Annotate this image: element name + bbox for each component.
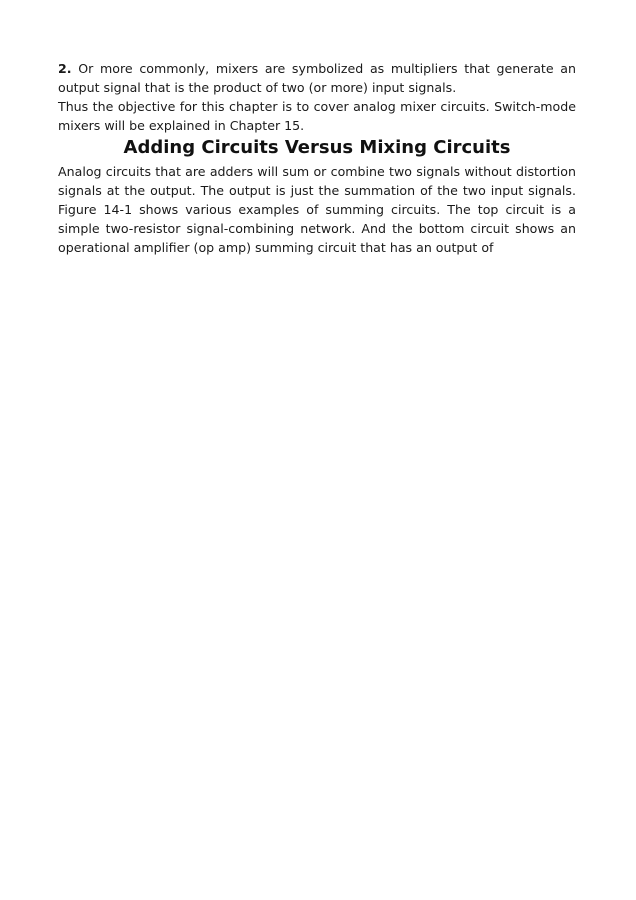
- item-text: Or more commonly, mixers are symbolized as multipliers that generate an output signal that is the product of two (or more) input signals.: [58, 61, 576, 95]
- numbered-paragraph: [58, 59, 576, 97]
- body-paragraph: Analog circuits that are adders will sum or combine two signals without distortion signals at the output. The output is just the summation of the two input signals. Figure 14-1 shows various examples of summing circuits. The top circuit is a simple two-resistor signal-combining network. And the bottom circuit shows an operational amplifier (op amp) summing circuit that has an output of: [58, 164, 576, 255]
- item-number: 2.: [58, 61, 72, 76]
- document-page: [58, 59, 576, 257]
- section-heading: Adding Circuits Versus Mixing Circuits: [123, 137, 511, 158]
- objective-paragraph: Thus the objective for this chapter is to cover analog mixer circuits. Switch-mode mixers will be explained in Chapter 15.: [58, 99, 576, 133]
